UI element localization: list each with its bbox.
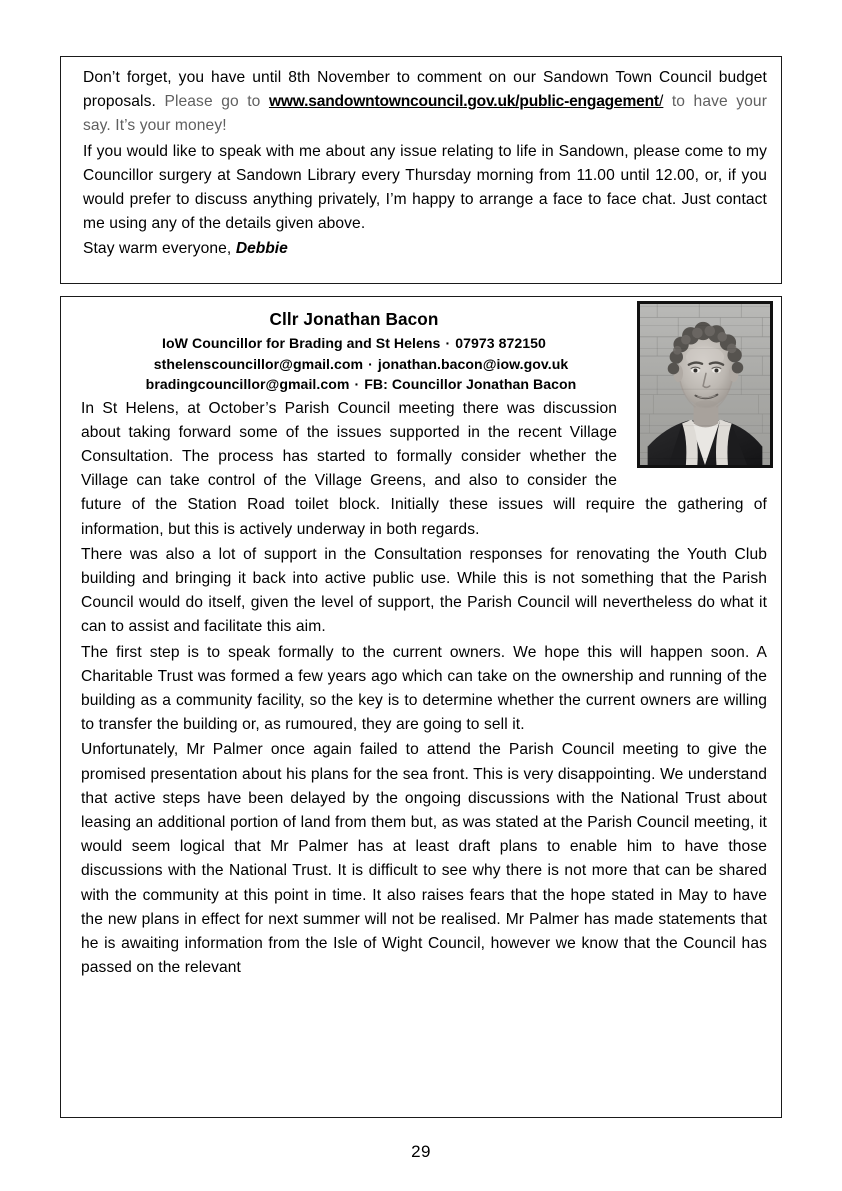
portrait-jonathan-bacon-photo bbox=[637, 301, 773, 468]
separator-dot-icon: · bbox=[445, 335, 451, 351]
separator-dot-icon: · bbox=[368, 355, 373, 372]
debbie-signoff bbox=[83, 237, 767, 261]
bacon-email-brading[interactable]: bradingcouncillor@gmail.com bbox=[145, 376, 350, 392]
sandown-town-council-link[interactable]: www.sandowntowncouncil.gov.uk/public-engagement bbox=[268, 93, 659, 111]
link-trailing-slash: / bbox=[658, 93, 664, 111]
debbie-text-segment-1: Don’t forget, you have until 8th November to comment on our Sandown Town Council budget proposals. bbox=[83, 69, 767, 111]
separator-dot-icon: · bbox=[354, 376, 360, 392]
debbie-paragraph-budget bbox=[83, 66, 767, 139]
page-number: 29 bbox=[411, 1142, 431, 1161]
bacon-paragraph-1: In St Helens, at October’s Parish Council meeting there was discussion about taking forward some of the issues supported in the recent Village Consultation. The process has started to formally consider whether the Village can take control of the Village Greens, and also to consider the future of the Station Road toilet block. Initially these issues will require the gathering of information, but this is actively underway in both regards. bbox=[81, 399, 767, 538]
debbie-text-segment-your-money: to have your say. It’s your money! bbox=[83, 93, 767, 135]
bacon-role: IoW Councillor for Brading and St Helens bbox=[162, 335, 441, 351]
debbie-text-segment-please-go-to: Please go to bbox=[164, 93, 269, 111]
bacon-phone: 07973 872150 bbox=[455, 335, 546, 351]
bacon-email-iow[interactable]: jonathan.bacon@iow.gov.uk bbox=[377, 355, 569, 372]
bacon-paragraph-4: Unfortunately, Mr Palmer once again failed to attend the Parish Council meeting to give the promised presentation about his plans for the sea front. This is very disappointing. We understand that active steps have been delayed by the ongoing discussions with the National Trust about leasing an additional portion of land from them but, as was stated at the Parish Council meeting, it would seem logical that Mr Palmer has at least draft plans to enable him to have those discussions with the National Trust. It is difficult to see why there is not more that can be shared with the community at this point in time. It also raises fears that the hope stated in May to have the new plans in effect for next summer will not be realised. Mr Palmer has made statements that he is awaiting information from the Isle of Wight Council, however we know that the Council has passed on the relevant bbox=[81, 741, 767, 977]
councillor-debbie-article-box bbox=[60, 56, 782, 284]
bacon-email-sthelens[interactable]: sthelenscouncillor@gmail.com bbox=[153, 355, 364, 372]
bacon-paragraph-2: There was also a lot of support in the Consultation responses for renovating the Youth Club building and bringing it back into active public use. While this is not something that the Parish Council would do itself, given the level of support, the Parish Council will nevertheless do what it can to assist and facilitate this aim. bbox=[81, 545, 767, 636]
debbie-signature-name: Debbie bbox=[235, 240, 288, 258]
debbie-paragraph-surgery: If you would like to speak with me about any issue relating to life in Sandown, please come to my Councillor surgery at Sandown Library every Thursday morning from 11.00 until 12.00, or, if you would prefer to discuss anything privately, I’m happy to arrange a face to face chat. Just contact me using any of the details given above. bbox=[83, 142, 767, 233]
debbie-signoff-prefix: Stay warm everyone, bbox=[83, 240, 236, 258]
bacon-facebook[interactable]: FB: Councillor Jonathan Bacon bbox=[364, 376, 577, 392]
bacon-article-body bbox=[81, 395, 767, 981]
bacon-paragraph-3: The first step is to speak formally to the current owners. We hope this will happen soon. A Charitable Trust was formed a few years ago which can take on the ownership and running of the building as a community facility, so the key is to determine whether the current owners are willing to transfer the building or, as rumoured, they are going to sell it. bbox=[81, 643, 767, 734]
bacon-page-title: Cllr Jonathan Bacon bbox=[269, 309, 439, 329]
